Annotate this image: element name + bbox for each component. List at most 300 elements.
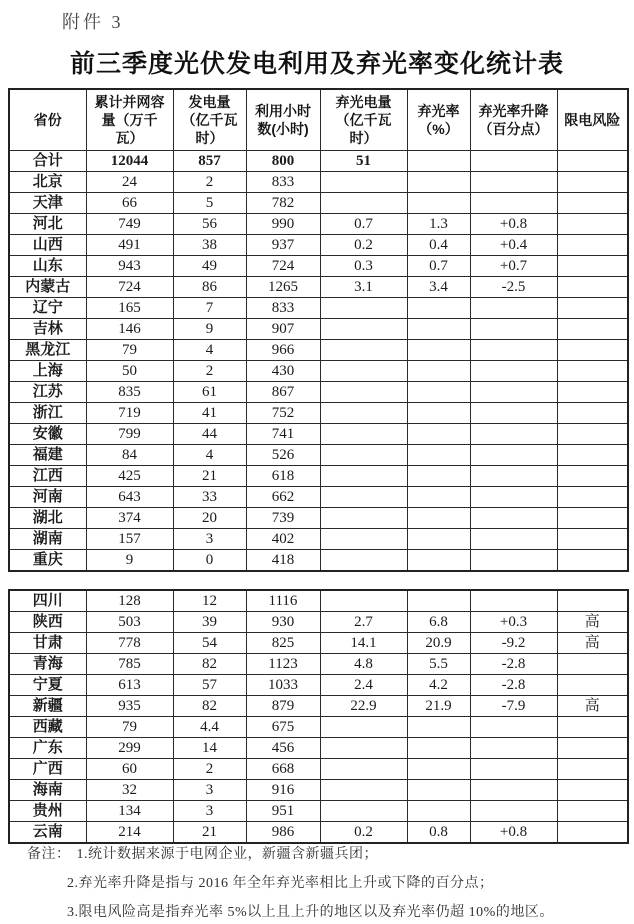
stats-table-part2 <box>8 589 629 844</box>
value-cell <box>320 590 407 612</box>
value-cell <box>407 151 470 172</box>
table-row <box>9 822 628 844</box>
table-header-cell: 弃光电量（亿千瓦时） <box>320 89 407 151</box>
value-cell: 79 <box>86 717 173 738</box>
value-cell <box>320 340 407 361</box>
value-cell <box>407 172 470 193</box>
value-cell: 5.5 <box>407 654 470 675</box>
province-cell: 重庆 <box>9 550 86 572</box>
value-cell: 12 <box>173 590 246 612</box>
province-cell: 天津 <box>9 193 86 214</box>
value-cell: 33 <box>173 487 246 508</box>
value-cell <box>470 717 557 738</box>
value-cell: 86 <box>173 277 246 298</box>
value-cell: -2.5 <box>470 277 557 298</box>
value-cell: 951 <box>246 801 320 822</box>
value-cell <box>320 801 407 822</box>
value-cell <box>470 590 557 612</box>
value-cell: 2 <box>173 361 246 382</box>
table-row <box>9 466 628 487</box>
value-cell: 157 <box>86 529 173 550</box>
value-cell: 430 <box>246 361 320 382</box>
value-cell: 2 <box>173 172 246 193</box>
value-cell: -9.2 <box>470 633 557 654</box>
value-cell: 668 <box>246 759 320 780</box>
province-cell: 四川 <box>9 590 86 612</box>
table-row <box>9 424 628 445</box>
province-cell: 合计 <box>9 151 86 172</box>
value-cell: 82 <box>173 696 246 717</box>
value-cell: 0.3 <box>320 256 407 277</box>
value-cell <box>407 445 470 466</box>
value-cell: 402 <box>246 529 320 550</box>
value-cell: 752 <box>246 403 320 424</box>
note-line <box>27 846 617 864</box>
province-cell: 北京 <box>9 172 86 193</box>
value-cell: 986 <box>246 822 320 844</box>
stats-table-part1 <box>8 88 629 572</box>
table-header-cell: 累计并网容量（万千瓦） <box>86 89 173 151</box>
table-row <box>9 298 628 319</box>
table-row <box>9 696 628 717</box>
value-cell: 3.1 <box>320 277 407 298</box>
value-cell: 20.9 <box>407 633 470 654</box>
value-cell: 21 <box>173 466 246 487</box>
value-cell <box>557 214 628 235</box>
value-cell <box>407 487 470 508</box>
value-cell <box>407 319 470 340</box>
value-cell: 526 <box>246 445 320 466</box>
notes-label: 备注： <box>27 847 71 862</box>
value-cell: 1116 <box>246 590 320 612</box>
table-row <box>9 319 628 340</box>
value-cell: 51 <box>320 151 407 172</box>
table-row <box>9 529 628 550</box>
value-cell <box>557 445 628 466</box>
table-row <box>9 633 628 654</box>
province-cell: 山西 <box>9 235 86 256</box>
province-cell: 广东 <box>9 738 86 759</box>
value-cell <box>407 717 470 738</box>
province-cell: 湖北 <box>9 508 86 529</box>
value-cell: 22.9 <box>320 696 407 717</box>
table-row <box>9 172 628 193</box>
value-cell: 54 <box>173 633 246 654</box>
province-cell: 江西 <box>9 466 86 487</box>
value-cell: 739 <box>246 508 320 529</box>
value-cell: 943 <box>86 256 173 277</box>
table-header-cell: 发电量（亿千瓦时） <box>173 89 246 151</box>
province-cell: 福建 <box>9 445 86 466</box>
value-cell <box>557 738 628 759</box>
value-cell: 39 <box>173 612 246 633</box>
province-cell: 河南 <box>9 487 86 508</box>
value-cell: 749 <box>86 214 173 235</box>
province-cell: 湖南 <box>9 529 86 550</box>
value-cell: 724 <box>86 277 173 298</box>
value-cell <box>320 738 407 759</box>
value-cell <box>320 508 407 529</box>
table-row <box>9 445 628 466</box>
table-row <box>9 340 628 361</box>
value-cell <box>557 424 628 445</box>
note-text: 3.限电风险高是指弃光率 5%以上且上升的地区以及弃光率仍超 10%的地区。 <box>67 905 554 920</box>
province-cell: 云南 <box>9 822 86 844</box>
value-cell: 1.3 <box>407 214 470 235</box>
province-cell: 吉林 <box>9 319 86 340</box>
attachment-label: 附件 3 <box>62 12 124 32</box>
value-cell: 4 <box>173 340 246 361</box>
value-cell: 高 <box>557 696 628 717</box>
table-row <box>9 382 628 403</box>
value-cell: 3 <box>173 780 246 801</box>
value-cell: 6.8 <box>407 612 470 633</box>
value-cell <box>557 172 628 193</box>
value-cell: +0.8 <box>470 214 557 235</box>
value-cell <box>407 403 470 424</box>
value-cell <box>557 361 628 382</box>
value-cell: 82 <box>173 654 246 675</box>
value-cell: -2.8 <box>470 654 557 675</box>
table-row <box>9 717 628 738</box>
value-cell <box>407 759 470 780</box>
value-cell <box>470 298 557 319</box>
value-cell <box>320 319 407 340</box>
value-cell: 41 <box>173 403 246 424</box>
value-cell: 456 <box>246 738 320 759</box>
value-cell <box>557 382 628 403</box>
value-cell: 966 <box>246 340 320 361</box>
value-cell: 21.9 <box>407 696 470 717</box>
value-cell <box>407 298 470 319</box>
table-row <box>9 214 628 235</box>
province-cell: 江苏 <box>9 382 86 403</box>
province-cell: 上海 <box>9 361 86 382</box>
value-cell: 937 <box>246 235 320 256</box>
value-cell <box>407 466 470 487</box>
value-cell <box>470 172 557 193</box>
value-cell <box>407 424 470 445</box>
table-row <box>9 508 628 529</box>
province-cell: 陕西 <box>9 612 86 633</box>
province-cell: 山东 <box>9 256 86 277</box>
value-cell: 0.2 <box>320 822 407 844</box>
value-cell: 214 <box>86 822 173 844</box>
value-cell: 49 <box>173 256 246 277</box>
value-cell <box>470 487 557 508</box>
table-row <box>9 403 628 424</box>
value-cell: 38 <box>173 235 246 256</box>
value-cell: 418 <box>246 550 320 572</box>
province-cell: 广西 <box>9 759 86 780</box>
value-cell <box>557 277 628 298</box>
value-cell <box>320 717 407 738</box>
value-cell: 491 <box>86 235 173 256</box>
value-cell: 782 <box>246 193 320 214</box>
value-cell <box>557 403 628 424</box>
province-cell: 青海 <box>9 654 86 675</box>
value-cell <box>320 550 407 572</box>
value-cell <box>407 508 470 529</box>
value-cell <box>320 403 407 424</box>
province-cell: 新疆 <box>9 696 86 717</box>
value-cell <box>557 759 628 780</box>
table-row <box>9 487 628 508</box>
value-cell <box>557 801 628 822</box>
value-cell: 44 <box>173 424 246 445</box>
value-cell: 1265 <box>246 277 320 298</box>
table-row <box>9 675 628 696</box>
value-cell: 503 <box>86 612 173 633</box>
value-cell: 146 <box>86 319 173 340</box>
value-cell <box>320 172 407 193</box>
value-cell <box>470 508 557 529</box>
table-row <box>9 590 628 612</box>
value-cell: 835 <box>86 382 173 403</box>
table-row <box>9 277 628 298</box>
province-cell: 河北 <box>9 214 86 235</box>
value-cell <box>557 193 628 214</box>
value-cell <box>470 738 557 759</box>
table-row <box>9 235 628 256</box>
value-cell <box>557 319 628 340</box>
province-cell: 浙江 <box>9 403 86 424</box>
value-cell <box>470 550 557 572</box>
value-cell <box>407 801 470 822</box>
value-cell: 825 <box>246 633 320 654</box>
value-cell <box>470 445 557 466</box>
value-cell <box>320 529 407 550</box>
value-cell <box>470 340 557 361</box>
value-cell: 14 <box>173 738 246 759</box>
value-cell: 643 <box>86 487 173 508</box>
value-cell <box>407 382 470 403</box>
value-cell <box>407 193 470 214</box>
value-cell <box>557 487 628 508</box>
table-row <box>9 738 628 759</box>
value-cell: 990 <box>246 214 320 235</box>
value-cell: 833 <box>246 298 320 319</box>
note-line <box>27 875 617 893</box>
value-cell <box>557 675 628 696</box>
table-row <box>9 550 628 572</box>
value-cell: 14.1 <box>320 633 407 654</box>
value-cell: 299 <box>86 738 173 759</box>
province-cell: 内蒙古 <box>9 277 86 298</box>
table-body-part2 <box>9 590 628 843</box>
province-cell: 贵州 <box>9 801 86 822</box>
value-cell: 2 <box>173 759 246 780</box>
value-cell <box>557 654 628 675</box>
value-cell: 0.2 <box>320 235 407 256</box>
table-row <box>9 193 628 214</box>
table-row <box>9 151 628 172</box>
value-cell: 916 <box>246 780 320 801</box>
value-cell <box>407 738 470 759</box>
value-cell: 9 <box>173 319 246 340</box>
value-cell <box>470 424 557 445</box>
value-cell: 12044 <box>86 151 173 172</box>
province-cell: 甘肃 <box>9 633 86 654</box>
value-cell <box>470 759 557 780</box>
value-cell: 4.4 <box>173 717 246 738</box>
value-cell <box>407 361 470 382</box>
value-cell <box>557 256 628 277</box>
value-cell: 675 <box>246 717 320 738</box>
table-row <box>9 654 628 675</box>
value-cell: 4.8 <box>320 654 407 675</box>
note-text: 2.弃光率升降是指与 2016 年全年弃光率相比上升或下降的百分点； <box>67 876 494 891</box>
value-cell <box>320 298 407 319</box>
value-cell <box>470 382 557 403</box>
value-cell <box>470 151 557 172</box>
value-cell <box>407 340 470 361</box>
value-cell: 1033 <box>246 675 320 696</box>
value-cell <box>320 424 407 445</box>
value-cell: 907 <box>246 319 320 340</box>
value-cell <box>557 550 628 572</box>
value-cell: 高 <box>557 612 628 633</box>
value-cell <box>557 717 628 738</box>
value-cell <box>320 759 407 780</box>
table-header-cell: 利用小时数(小时) <box>246 89 320 151</box>
value-cell <box>557 780 628 801</box>
value-cell: 867 <box>246 382 320 403</box>
page-title: 前三季度光伏发电利用及弃光率变化统计表 <box>69 50 564 78</box>
value-cell: 5 <box>173 193 246 214</box>
province-cell: 西藏 <box>9 717 86 738</box>
table-row <box>9 801 628 822</box>
table-body-part1 <box>9 151 628 572</box>
value-cell <box>470 403 557 424</box>
value-cell: 32 <box>86 780 173 801</box>
value-cell: 60 <box>86 759 173 780</box>
value-cell: 0.7 <box>320 214 407 235</box>
value-cell: 21 <box>173 822 246 844</box>
value-cell: 930 <box>246 612 320 633</box>
note-text: 1.统计数据来源于电网企业，新疆含新疆兵团； <box>76 847 378 862</box>
value-cell <box>320 780 407 801</box>
value-cell: 425 <box>86 466 173 487</box>
value-cell: 57 <box>173 675 246 696</box>
value-cell <box>320 382 407 403</box>
value-cell <box>557 151 628 172</box>
value-cell: 935 <box>86 696 173 717</box>
value-cell <box>320 466 407 487</box>
value-cell: 719 <box>86 403 173 424</box>
value-cell <box>557 298 628 319</box>
value-cell <box>407 529 470 550</box>
value-cell: 662 <box>246 487 320 508</box>
value-cell <box>557 590 628 612</box>
value-cell: -2.8 <box>470 675 557 696</box>
table-row <box>9 780 628 801</box>
value-cell: 4 <box>173 445 246 466</box>
value-cell <box>557 340 628 361</box>
value-cell <box>407 590 470 612</box>
province-cell: 海南 <box>9 780 86 801</box>
value-cell: 613 <box>86 675 173 696</box>
value-cell: 50 <box>86 361 173 382</box>
value-cell <box>470 466 557 487</box>
province-cell: 宁夏 <box>9 675 86 696</box>
table-header-cell: 弃光率升降（百分点） <box>470 89 557 151</box>
table-header-row <box>9 89 628 151</box>
value-cell: 741 <box>246 424 320 445</box>
value-cell <box>320 193 407 214</box>
value-cell: 0.8 <box>407 822 470 844</box>
value-cell: 79 <box>86 340 173 361</box>
value-cell: 374 <box>86 508 173 529</box>
value-cell <box>470 319 557 340</box>
value-cell: 7 <box>173 298 246 319</box>
value-cell: 24 <box>86 172 173 193</box>
value-cell <box>470 801 557 822</box>
value-cell <box>557 466 628 487</box>
value-cell <box>470 780 557 801</box>
value-cell <box>470 193 557 214</box>
value-cell: 3 <box>173 801 246 822</box>
table-row <box>9 612 628 633</box>
table-row <box>9 759 628 780</box>
value-cell <box>407 550 470 572</box>
value-cell: 2.7 <box>320 612 407 633</box>
value-cell <box>407 780 470 801</box>
table-header-cell: 省份 <box>9 89 86 151</box>
value-cell: 4.2 <box>407 675 470 696</box>
value-cell: 618 <box>246 466 320 487</box>
value-cell: 833 <box>246 172 320 193</box>
value-cell: 857 <box>173 151 246 172</box>
value-cell <box>320 487 407 508</box>
value-cell: 1123 <box>246 654 320 675</box>
value-cell: 高 <box>557 633 628 654</box>
value-cell <box>557 529 628 550</box>
table-header-cell: 限电风险 <box>557 89 628 151</box>
value-cell: 20 <box>173 508 246 529</box>
table-row <box>9 256 628 277</box>
value-cell: 9 <box>86 550 173 572</box>
value-cell <box>470 529 557 550</box>
value-cell: -7.9 <box>470 696 557 717</box>
province-cell: 安徽 <box>9 424 86 445</box>
table-header-cell: 弃光率（%） <box>407 89 470 151</box>
value-cell: 879 <box>246 696 320 717</box>
value-cell: 2.4 <box>320 675 407 696</box>
value-cell: +0.8 <box>470 822 557 844</box>
value-cell: 134 <box>86 801 173 822</box>
value-cell: 66 <box>86 193 173 214</box>
value-cell: 84 <box>86 445 173 466</box>
value-cell: 0.4 <box>407 235 470 256</box>
value-cell: 3 <box>173 529 246 550</box>
value-cell: 61 <box>173 382 246 403</box>
value-cell: 165 <box>86 298 173 319</box>
value-cell: 128 <box>86 590 173 612</box>
value-cell: 56 <box>173 214 246 235</box>
value-cell: 0 <box>173 550 246 572</box>
table-row <box>9 361 628 382</box>
value-cell: 785 <box>86 654 173 675</box>
note-line <box>27 904 617 922</box>
value-cell: 3.4 <box>407 277 470 298</box>
value-cell: 778 <box>86 633 173 654</box>
value-cell <box>470 361 557 382</box>
value-cell: 800 <box>246 151 320 172</box>
value-cell <box>557 508 628 529</box>
value-cell <box>557 822 628 844</box>
value-cell: +0.3 <box>470 612 557 633</box>
